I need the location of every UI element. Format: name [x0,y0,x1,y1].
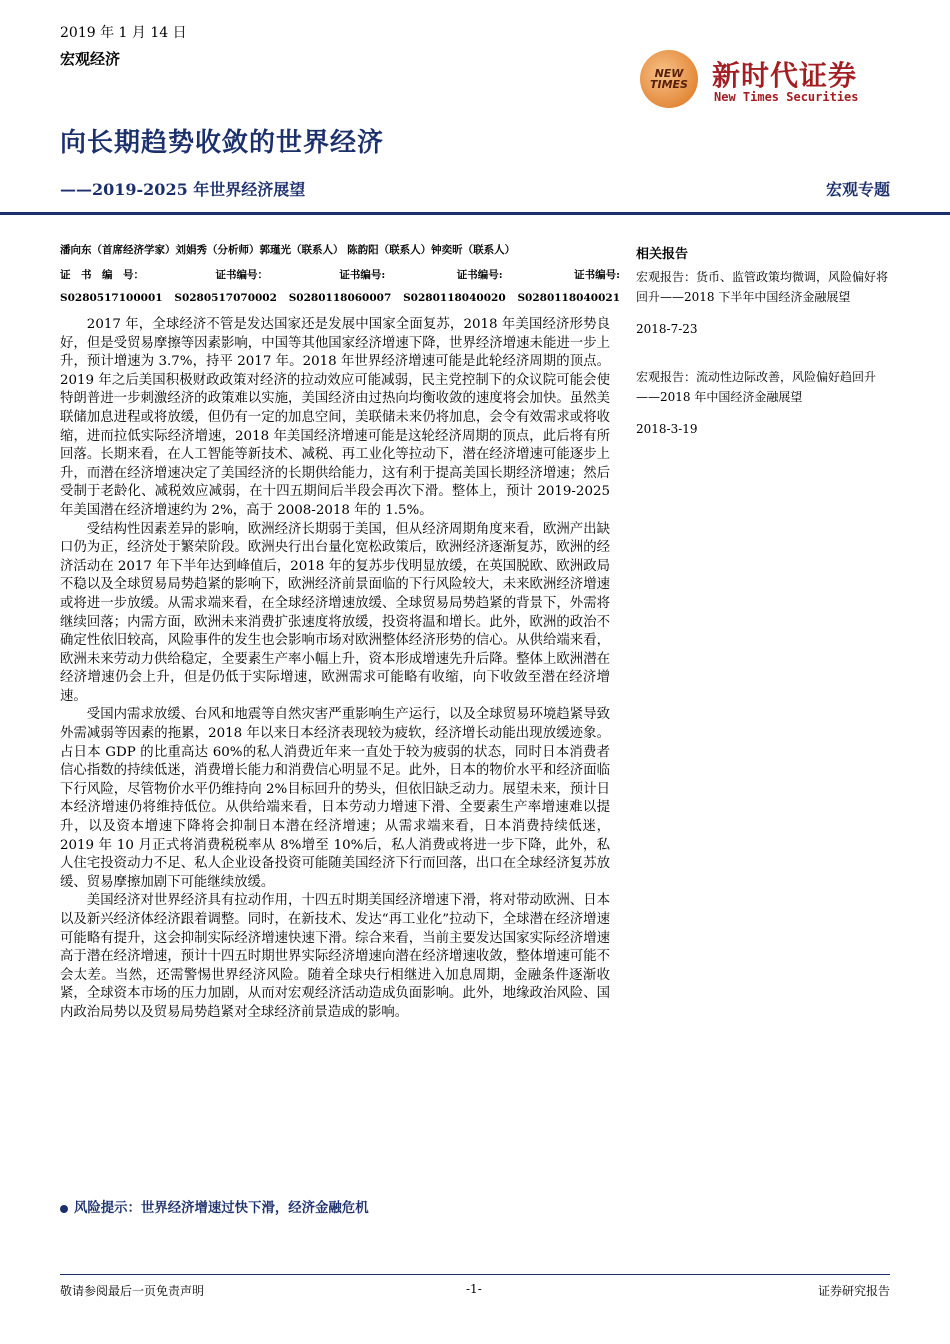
related-report-date: 2018-7-23 [636,322,698,336]
related-report-link[interactable]: 宏观报告：流动性边际改善，风险偏好趋回升——2018 年中国经济金融展望 [636,370,877,404]
risk-tip-text: 风险提示：世界经济增速过快下滑，经济金融危机 [74,1200,369,1216]
logo-name-cn: 新时代证券 [712,59,858,92]
related-reports-title: 相关报告 [636,247,689,262]
logo-name-en: New Times Securities [714,90,859,104]
authors-line: 潘向东（首席经济学家）刘娟秀（分析师）郭瑾光（联系人） 陈韵阳（联系人）钟奕昕（联系人） [60,244,516,256]
risk-tip [60,1197,369,1216]
cert-label: 证书编号: [339,269,386,281]
header-divider [0,212,950,215]
cert-number: S0280517100001 [60,292,163,304]
bullet-icon [60,1205,68,1213]
cert-label-row [60,267,620,282]
cert-number-row [60,292,620,304]
cert-number: S0280118060007 [288,292,392,304]
cert-label: 证书编号： [215,269,268,281]
logo-mark-line1: NEW [654,67,684,80]
body-paragraph-europe: 受结构性因素差异的影响，欧洲经济长期弱于美国，但从经济周期角度来看，欧洲产出缺口仍为正，经济处于繁荣阶段。欧洲央行出台量化宽松政策后，欧洲经济逐渐复苏，欧洲的经济活动在 2017 年下半年达到峰值后，2018 年的复苏步伐明显放缓，在英国脱欧、欧洲政局不稳以及全球贸易局势趋紧的影响下，欧洲经济前景面临的下行风险较大，未来欧洲经济增速或将进一步放缓。从需求端来看，在全球经济增速放缓、全球贸易局势趋紧的背景下，外需将继续回落；内需方面，欧洲未来消费扩张速度将放缓，投资将温和增长。此外，欧洲的政治不确定性依旧较高，风险事件的发生也会影响市场对欧洲整体经济形势的信心。从供给端来看，欧洲未来劳动力供给稳定，全要素生产率小幅上升，资本形成增速先升后降。整体上欧洲潜在经济增速仍会上升，但是仍低于实际增速，欧洲需求可能略有收缩，向下收敛至潜在经济增速。 [60,521,610,704]
report-category: 宏观经济 [60,50,121,68]
page-title: 向长期趋势收敛的世界经济 [60,128,385,158]
footer-divider [60,1274,890,1275]
related-reports [636,245,892,467]
page-number: -1- [466,1282,482,1296]
body-paragraph-japan: 受国内需求放缓、台风和地震等自然灾害严重影响生产运行，以及全球贸易环境趋紧导致外需减弱等因素的拖累，2018 年以来日本经济表现较为疲软，经济增长动能出现放缓迹象。占日本 GDP 的比重高达 60%的私人消费近年来一直处于较为疲弱的状态，同时日本消费者信心指数的持续低迷，消费增长能力和消费信心明显不足。此外，日本的物价水平和经济面临下行风险，尽管物价水平仍维持向 2%目标回升的势头，但依旧缺乏动力。展望未来，预计日本经济增速仍将维持低位。从供给端来看，日本劳动力增速下滑、全要素生产率增速难以提升，以及资本增速下降将会抑制日本潜在经济增速；从需求端来看，日本消费持续低迷，2019 年 10 月正式将消费税税率从 8%增至 10%后，私人消费或将进一步下降，此外，私人住宅投资动力不足、私人企业设备投资可能随美国经济下行而回落，出口在全球经济复苏放缓、贸易摩擦加剧下可能继续放缓。 [60,707,610,890]
report-body [60,316,610,1023]
cert-number: S0280118040020 [403,292,506,304]
cert-label: 证书编号: [574,269,620,281]
related-report-link[interactable]: 宏观报告：货币、监管政策均微调，风险偏好将回升——2018 下半年中国经济金融展望 [636,270,889,304]
body-paragraph-us: 2017 年，全球经济不管是发达国家还是发展中国家全面复苏，2018 年美国经济形势良好，但是受贸易摩擦等因素影响，中国等其他国家经济增速下降，世界经济增速未能进一步上升，预计增速为 3.7%，持平 2017 年。2018 年世界经济增速可能是此轮经济周期的顶点。2019 年之后美国积极财政政策对经济的拉动效应可能减弱，民主党控制下的众议院可能会使特朗普进一步刺激经济的政策难以实施，美国经济由过热向均衡收敛的速度将会加快。虽然美联储加息进程或将放缓，但仍有一定的加息空间，美联储未来仍将加息，会令有效需求或将收缩，进而拉低实际经济增速，2018 年美国经济增速可能是这轮经济周期的顶点，此后将有所回落。长期来看，在人工智能等新技术、减税、再工业化等拉动下，潜在经济增速可能逐步上升，而潜在经济增速决定了美国经济的长期供给能力，这有利于提高美国长期经济增速；然后受制于老龄化、减税效应减弱，在十四五期间后半段会再次下滑。整体上，预计 2019-2025 年美国潜在经济增速约为 2%，高于 2008-2018 年的 1.5%。 [60,317,610,518]
cert-number: S0280118040021 [517,292,620,304]
page-subtitle: ——2019-2025 年世界经济展望 [60,180,306,199]
cert-label: 证书编号: [456,269,503,281]
cert-number: S0280517070002 [174,292,277,304]
related-report-date: 2018-3-19 [636,422,698,436]
footer-disclaimer: 敬请参阅最后一页免责声明 [60,1284,205,1298]
company-logo [640,50,900,110]
cert-label: 证 书 编 号： [60,269,144,281]
report-type: 宏观专题 [825,180,890,199]
report-date: 2019 年 1 月 14 日 [60,25,187,41]
footer-report-label: 证券研究报告 [817,1284,890,1298]
logo-mark-line2: TIMES [650,78,688,91]
body-paragraph-world: 美国经济对世界经济具有拉动作用，十四五时期美国经济增速下滑，将对带动欧洲、日本以及新兴经济体经济跟着调整。同时，在新技术、发达“再工业化”拉动下，全球潜在经济增速可能略有提升，这会抑制实际经济增速快速下滑。综合来看，当前主要发达国家实际经济增速高于潜在经济增速，预计十四五时期世界实际经济增速向潜在经济增速收敛，整体增速可能不会太差。当然，还需警惕世界经济风险。随着全球央行相继进入加息周期，金融条件逐渐收紧，全球资本市场的压力加剧，从而对宏观经济活动造成负面影响。此外，地缘政治风险、国内政治局势以及贸易局势趋紧对全球经济前景造成的影响。 [60,893,610,1020]
newtimes-logo-icon [640,50,698,108]
